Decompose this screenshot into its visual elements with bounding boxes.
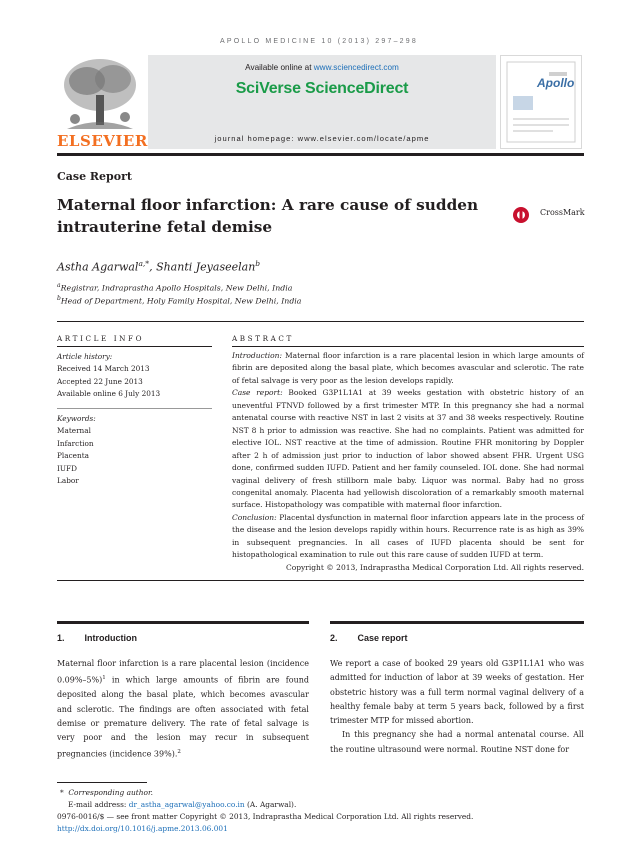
keyword: IUFD <box>57 463 77 473</box>
abstract-conclusion <box>232 512 584 562</box>
abstract-copyright: Copyright © 2013, Indraprastha Medical Corporation Ltd. All rights reserved. <box>285 562 584 572</box>
publisher-name: ELSEVIER <box>57 132 148 150</box>
available-prefix: Available online at <box>245 63 314 72</box>
running-head: APOLLO MEDICINE 10 (2013) 297–298 <box>220 38 418 45</box>
email-prefix: E-mail address: <box>68 800 129 809</box>
abstract-case <box>232 387 584 512</box>
sciencedirect-link[interactable]: www.sciencedirect.com <box>313 63 399 72</box>
history-label: Article history: <box>57 352 113 361</box>
case-report-text <box>330 657 584 757</box>
author-marker: a,* <box>138 259 150 268</box>
article-history <box>57 351 212 401</box>
author-separator: , <box>149 260 157 274</box>
affiliation-text: Head of Department, Holy Family Hospital, New Delhi, India <box>60 296 302 306</box>
cover-title: Apollo <box>537 76 575 90</box>
affiliation-mark: b <box>57 295 61 302</box>
abstract-rule <box>232 346 584 347</box>
abstract-conclusion-label: Conclusion: <box>232 512 277 522</box>
corresponding-note <box>60 787 153 799</box>
affiliation <box>57 295 301 306</box>
footnote-rule <box>57 782 147 783</box>
case-rule <box>330 621 584 624</box>
author-marker: b <box>255 259 261 268</box>
section-rule <box>57 321 584 322</box>
citation-2[interactable]: 2 <box>177 749 181 756</box>
email-note <box>68 799 296 811</box>
author-name: Shanti Jeyaseelan <box>156 260 256 274</box>
doi-url[interactable]: http://dx.doi.org/10.1016/j.apme.2013.06.001 <box>57 824 228 833</box>
keywords <box>57 413 212 487</box>
introduction-text <box>57 657 309 762</box>
citation-1[interactable]: 1 <box>102 675 106 682</box>
keyword: Labor <box>57 476 79 486</box>
corresponding-label: Corresponding author. <box>68 788 154 797</box>
author-list <box>57 259 260 274</box>
case-paragraph-1: We report a case of booked 29 years old G3P1L1A1 who was admitted for induction of labor at 39 weeks of gestation. Her obstetric history was a full term normal vaginal delivery of a healthy female baby at term 5 years back, followed by a first trimester MTP for missed abortion. <box>330 659 584 726</box>
author-name: Astha Agarwal <box>57 260 139 274</box>
article-info-rule <box>57 346 212 347</box>
abstract-introduction <box>232 350 584 387</box>
issn-line: 0976-0016/$ — see front matter Copyright © 2013, Indraprastha Medical Corporation Ltd. All rights reserved. <box>57 812 474 821</box>
article-title: Maternal floor infarction: A rare cause of sudden intrauterine fetal demise <box>57 196 479 236</box>
intro-rule <box>57 621 309 624</box>
affiliation-mark: a <box>57 282 61 289</box>
keywords-label: Keywords: <box>57 414 96 423</box>
abstract-body <box>232 350 584 574</box>
case-paragraph-2: In this pregnancy she had a normal antenatal course. All the routine ultrasound were normal. Routine NST done for <box>330 730 584 754</box>
author-email-link[interactable]: dr_astha_agarwal@yahoo.co.in <box>128 800 245 809</box>
history-accepted: Accepted 22 June 2013 <box>57 376 143 386</box>
article-info-heading: ARTICLE INFO <box>57 334 145 343</box>
keyword: Infarction <box>57 438 94 448</box>
abstract-case-text: Booked G3P1L1A1 at 39 weeks gestation with obstetric history of an uneventful FTNVD followed by a first trimester MTP. In this pregnancy she had a normal antenatal course with reactive NST in last 2 visits at 37 and 38 weeks respectively. Routine NST 8 h prior to admission was reactive. She had no complaints. Patient was admitted for elective IOL. NST reactive at the time of admission. Routine FHR monitoring by Doppler after 2 h of admission just prior to induction of labor showed absent FHR. Urgent USG done, confirmed sudden IUFD. Patient and her family counseled. IOL done. She had normal vaginal delivery of fresh stillborn male baby. Liquor was normal. Baby had no gross congenital anomaly. Placenta had yellowish discoloration of a remarkably smooth maternal surface. Histopathology was compatible with maternal floor infarction. <box>232 388 584 510</box>
doi-link[interactable] <box>57 823 228 835</box>
abstract-intro-text: Maternal floor infarction is a rare placental lesion in which large amounts of fibrin are deposited along the basal plate, which becomes avascular and sclerotic. The rate of fetal salvage is very poor as the lesion develops rapidly. <box>232 351 584 385</box>
info-divider <box>57 408 212 409</box>
intro-text-b: in which large amounts of fibrin are found deposited along the basal plate, which becomes avascular and sclerotic. The findings are often associated with fetal demise or premature delivery. The rate of fetal salvage is very poor and the lesion may recur in subsequent pregnancies (incidence 39%). <box>57 675 309 760</box>
keyword: Maternal <box>57 426 91 436</box>
crossmark-label: CrossMark <box>540 208 585 217</box>
abstract-conclusion-text: Placental dysfunction in maternal floor infarction appears late in the process of the disease and the lesion develops rapidly within hours. Recurrence rate is as high as 39% in subsequent pregnancies. In all cases of IUFD placenta should be sent for histopathological examination to rule out this rare cause of sudden IUFD at term. <box>232 512 584 560</box>
corresponding-star: * <box>60 788 64 797</box>
abstract-case-label: Case report: <box>232 388 283 398</box>
abstract-intro-label: Introduction: <box>232 351 283 360</box>
sciverse-logo-text: SciVerse ScienceDirect <box>235 80 409 97</box>
keyword: Placenta <box>57 451 89 461</box>
email-suffix: (A. Agarwal). <box>244 800 297 809</box>
history-received: Received 14 March 2013 <box>57 364 150 374</box>
intro-text-a: Maternal floor infarction is a rare placental lesion (incidence 0.09%–5%) <box>57 659 309 685</box>
history-online: Available online 6 July 2013 <box>57 389 161 399</box>
abstract-heading: ABSTRACT <box>232 334 294 343</box>
journal-cover-thumbnail <box>500 55 582 149</box>
affiliation <box>57 282 292 293</box>
affiliation-text: Registrar, Indraprastha Apollo Hospitals, New Delhi, India <box>60 283 293 293</box>
journal-homepage[interactable]: journal homepage: www.elsevier.com/locate/apme <box>214 134 430 143</box>
available-online <box>148 63 496 72</box>
header-rule <box>57 153 584 156</box>
case-report-heading: 2. Case report <box>330 633 408 643</box>
abstract-end-rule <box>57 580 584 581</box>
article-type: Case Report <box>57 170 132 183</box>
introduction-heading: 1. Introduction <box>57 633 137 643</box>
